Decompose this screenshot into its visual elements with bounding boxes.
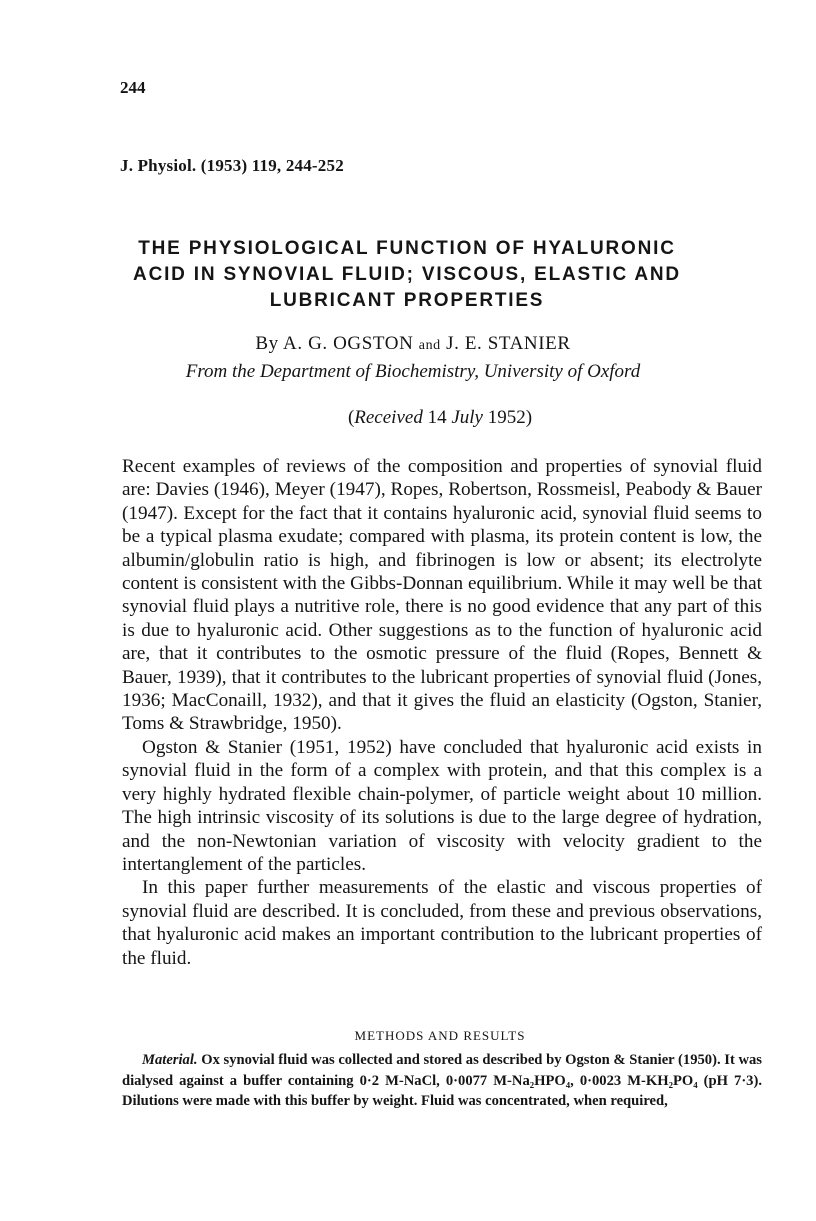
- affiliation: From the Department of Biochemistry, University of Oxford: [185, 361, 641, 382]
- page-number: 244: [120, 78, 146, 97]
- title-line: LUBRICANT PROPERTIES: [269, 290, 545, 311]
- byline-and: and: [418, 338, 441, 353]
- title-line: THE PHYSIOLOGICAL FUNCTION OF HYALURONIC: [138, 238, 676, 259]
- body-paragraph: Ogston & Stanier (1951, 1952) have concluded that hyaluronic acid exists in synovial fluid in the form of a complex with protein, and that this complex is a very highly hydrated flexible chain-polymer, of particle weight about 10 million. The high intrinsic viscosity of its solutions is due to the large degree of hydration, and the non-Newtonian variation of viscosity with velocity gradient to the intertanglement of the particles.: [122, 736, 762, 875]
- body-paragraph: Recent examples of reviews of the composition and properties of synovial fluid are: Davies (1946), Meyer (1947), Ropes, Robertson, Rossmeisl, Peabody & Bauer (1947). Except for the fact that it contains hyaluronic acid, synovial fluid seems to be a typical plasma exudate; compared with plasma, its protein content is low, the albumin/globulin ratio is high, and fibrinogen is low or absent; its electrolyte content is consistent with the Gibbs-Donnan equilibrium. While it may well be that synovial fluid plays a nutritive role, there is no good evidence that any part of this is due to hyaluronic acid. Other suggestions as to the function of hyaluronic acid are, that it contributes to the osmotic pressure of the fluid (Ropes, Bennett & Bauer, 1939), that it contributes to the lubricant properties of synovial fluid (Jones, 1936; MacConaill, 1932), and that it gives the fluid an elasticity (Ogston, Stanier, Toms & Strawbridge, 1950).: [122, 456, 762, 735]
- received-open-paren: (: [347, 407, 355, 428]
- section-heading: METHODS AND RESULTS: [354, 1028, 526, 1043]
- article-body: [122, 455, 762, 970]
- material-section: [122, 1050, 762, 1112]
- author-name: J. E. STANIER: [446, 333, 571, 354]
- author-name: A. G. OGSTON: [283, 333, 414, 354]
- material-text: Ox synovial fluid was collected and stored as described by Ogston & Stanier (1950). It was dialysed against a buffer containing 0·2 M-NaCl, 0·0077 M-Na₂HPO₄, 0·0023 M-KH₂PO₄ (pH 7·3). Dilutions were made with this buffer by weight. Fluid was concentrated, when required,: [122, 1052, 762, 1109]
- received-year: 1952: [487, 407, 526, 428]
- material-lead: Material.: [142, 1052, 198, 1068]
- journal-reference: J. Physiol. (1953) 119, 244-252: [120, 156, 344, 175]
- author-byline: [100, 333, 726, 355]
- material-paragraph: [122, 1050, 762, 1112]
- received-date: [100, 407, 780, 429]
- received-label: Received: [354, 407, 423, 428]
- byline-by: By: [255, 333, 279, 354]
- received-close-paren: ): [525, 407, 533, 428]
- received-month: July: [451, 407, 483, 428]
- received-day: 14: [427, 407, 447, 428]
- article-title: [100, 236, 714, 314]
- title-line: ACID IN SYNOVIAL FLUID; VISCOUS, ELASTIC AND: [133, 264, 681, 285]
- body-paragraph: In this paper further measurements of the elastic and viscous properties of synovial fluid are described. It is concluded, from these and previous observations, that hyaluronic acid makes an important contribution to the lubricant properties of the fluid.: [122, 877, 762, 969]
